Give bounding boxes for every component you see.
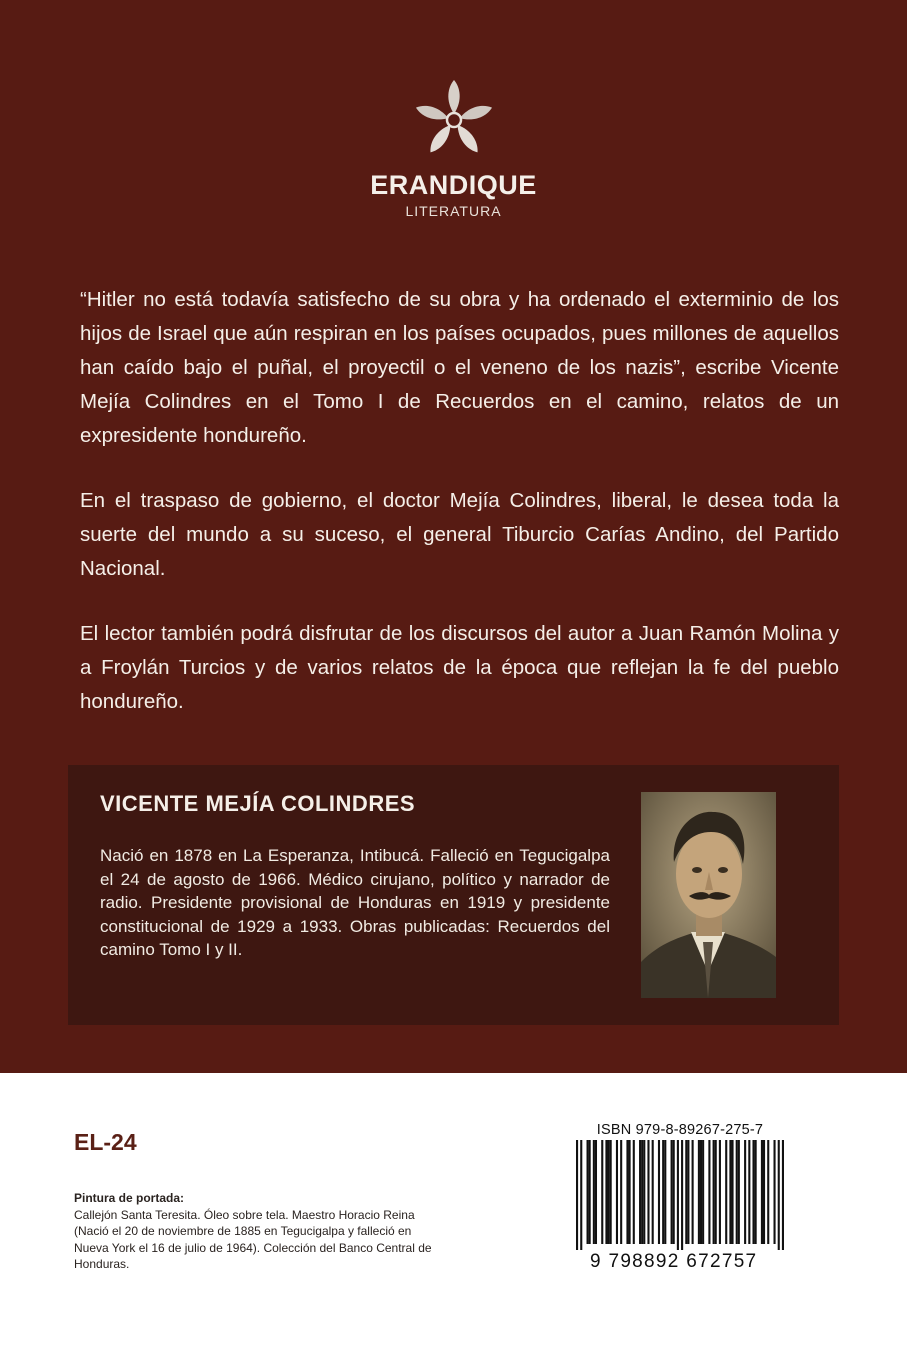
cover-credit-title: Pintura de portada: [74,1191,185,1205]
publisher-logo [0,80,907,219]
author-name: VICENTE MEJÍA COLINDRES [100,791,416,816]
publisher-name: ERANDIQUE [370,170,537,200]
isbn-digits: 9 798892 672757 [590,1251,758,1272]
back-cover-blurb [80,283,839,750]
author-bio-panel [68,765,839,1025]
publisher-subtitle: LITERATURA [405,203,502,219]
author-portrait [641,792,776,998]
barcode-icon [576,1140,784,1250]
blurb-paragraph: El lector también podrá disfrutar de los discursos del autor a Juan Ramón Molina y a Froylán Turcios y de varios relatos de la época que reflejan la fe del pueblo hondureño. [80,622,839,713]
portrait-image [641,792,776,998]
cover-credit-text: Callejón Santa Teresita. Óleo sobre tela. Maestro Horacio Reina (Nació el 20 de noviembre de 1885 en Tegucigalpa y falleció en Nueva York el 16 de julio de 1964). Colección del Banco Central de Honduras. [74,1207,432,1271]
flower-logo-icon [414,80,494,162]
isbn-label: ISBN 979-8-89267-275-7 [596,1122,764,1138]
collection-code: EL-24 [74,1129,137,1155]
isbn-block [576,1122,784,1273]
blurb-paragraph: “Hitler no está todavía satisfecho de su obra y ha ordenado el exterminio de los hijos de Israel que aún respiran en los países ocupados, pues millones de aquellos han caído bajo el puñal, el proyectil o el veneno de los nazis”, escribe Vicente Mejía Colindres en el Tomo I de Recuerdos en el camino, relatos de un expresidente hondureño. [80,288,839,447]
author-bio: Nació en 1878 en La Esperanza, Intibucá. Falleció en Tegucigalpa el 24 de agosto de 1966. Médico cirujano, político y narrador de radio. Presidente provisional de Honduras en 1919 y presidente constitucional de 1929 a 1933. Obras publicadas: Recuerdos del camino Tomo I y II. [100,846,610,959]
cover-credit [74,1190,434,1273]
blurb-paragraph: En el traspaso de gobierno, el doctor Mejía Colindres, liberal, le desea toda la suerte del mundo a su suceso, el general Tiburcio Carías Andino, del Partido Nacional. [80,489,839,580]
